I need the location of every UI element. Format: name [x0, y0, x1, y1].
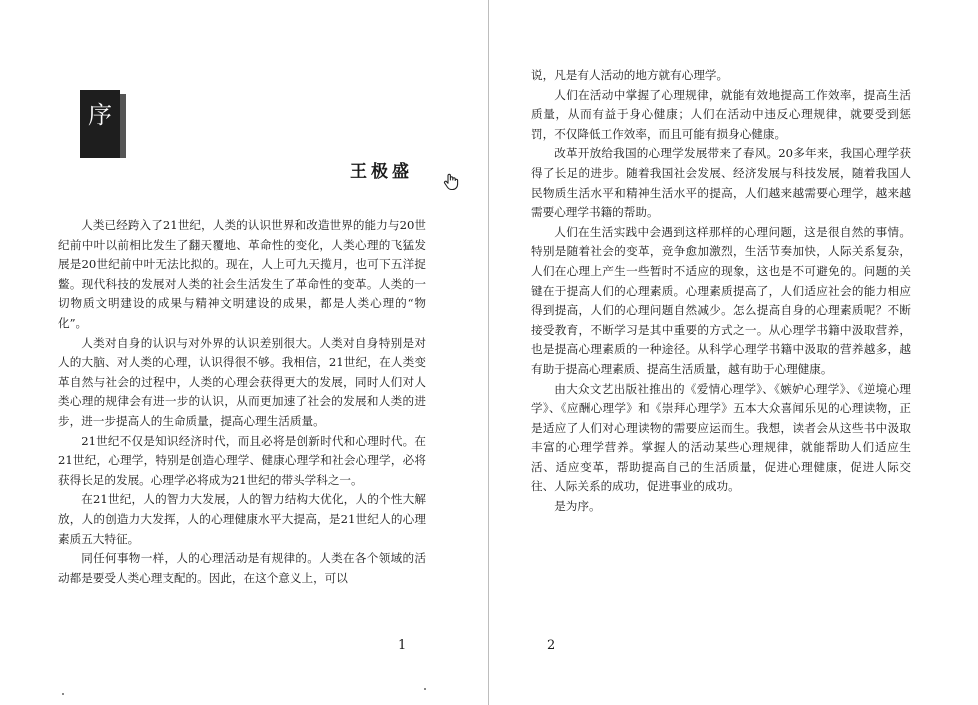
- paragraph: 人类对自身的认识与对外界的认识差别很大。人类对自身特别是对人的大脑、对人类的心理，认识得很不够。我相信，21世纪，在人类变革自然与社会的过程中，人类的心理会获得更大的发展，同时人们对人类心理的规律会有进一步的认识，从而更加速了社会的发展和人类的进步，进一步提高人的生命质量，提高心理生活质量。: [58, 335, 426, 428]
- page-number: 1: [398, 638, 407, 653]
- page-number: 2: [547, 638, 556, 653]
- right-page: [490, 0, 978, 705]
- page-gutter: [488, 0, 489, 705]
- paragraph: 人们在活动中掌握了心理规律，就能有效地提高工作效率，提高生活质量，从而有益于身心健康；人们在活动中违反心理规律，就要受到惩罚，不仅降低工作效率，而且可能有损身心健康。: [531, 87, 911, 141]
- paragraph: 人们在生活实践中会遇到这样那样的心理问题，这是很自然的事情。特别是随着社会的变革，竞争愈加激烈，生活节奏加快，人际关系复杂，人们在心理上产生一些暂时不适应的现象，这也是不可避免的。问题的关键在于提高人们的心理素质。心理素质提高了，人们适应社会的能力相应得到提高，人们的心理问题自然减少。怎么提高自身的心理素质呢？不断接受教育，不断学习是其中重要的方式之一。从心理学书籍中汲取营养，也是提高心理素质的一种途径。从科学心理学书籍中汲取的营养越多，越有助于提高心理素质、提高生活质量，越有助于心理健康。: [531, 224, 911, 376]
- chapter-title-box: [80, 90, 120, 158]
- scan-speck: [62, 693, 64, 695]
- paragraph: 21世纪不仅是知识经济时代，而且必将是创新时代和心理时代。在21世纪，心理学，特别是创造心理学、健康心理学和社会心理学，必将获得长足的发展。心理学必将成为21世纪的带头学科之一。: [58, 433, 426, 487]
- paragraph: 由大众文艺出版社推出的《爱情心理学》、《嫉妒心理学》、《逆境心理学》、《应酬心理学》和《崇拜心理学》五本大众喜闻乐见的心理读物，正是适应了人们对心理读物的需要应运而生。我想，读者会从这些书中汲取丰富的心理学营养。掌握人的活动某些心理规律，就能帮助人们适应生活、适应变革，帮助提高自己的生活质量，促进心理健康，促进人际交往、人际关系的成功，促进事业的成功。: [531, 381, 911, 494]
- hand-pointer-icon[interactable]: [443, 173, 459, 195]
- left-body-text: [58, 216, 426, 588]
- right-body-text: [531, 66, 911, 517]
- paragraph: 改革开放给我国的心理学发展带来了春风。20多年来，我国心理学获得了长足的进步。随着我国社会发展、经济发展与科技发展，随着我国人民物质生活水平和精神生活水平的提高，人们越来越需要心理学，越来越需要心理学书籍的帮助。: [531, 146, 911, 220]
- chapter-title: 序: [88, 101, 112, 129]
- paragraph: 是为序。: [554, 499, 601, 514]
- scan-speck: [424, 688, 426, 690]
- author-name: 王极盛: [350, 162, 413, 182]
- paragraph: 在21世纪，人的智力大发展，人的智力结构大优化，人的个性大解放，人的创造力大发挥，人的心理健康水平大提高，是21世纪人的心理素质五大特征。: [58, 492, 426, 546]
- paragraph: 人类已经跨入了21世纪，人类的认识世界和改造世界的能力与20世纪前中叶以前相比发生了翻天覆地、革命性的变化，人类心理的飞猛发展是20世纪前中叶无法比拟的。现在，人上可九天揽月，也可下五洋捉鳖。现代科技的发展对人类的社会生活发生了革命性的变革。人类的一切物质文明建设的成果与精神文明建设的成果，都是人类心理的“物化”。: [58, 218, 426, 330]
- paragraph: 同任何事物一样，人的心理活动是有规律的。人类在各个领域的活动都是要受人类心理支配的。因此，在这个意义上，可以: [58, 551, 426, 585]
- paragraph: 说，凡是有人活动的地方就有心理学。: [531, 68, 729, 82]
